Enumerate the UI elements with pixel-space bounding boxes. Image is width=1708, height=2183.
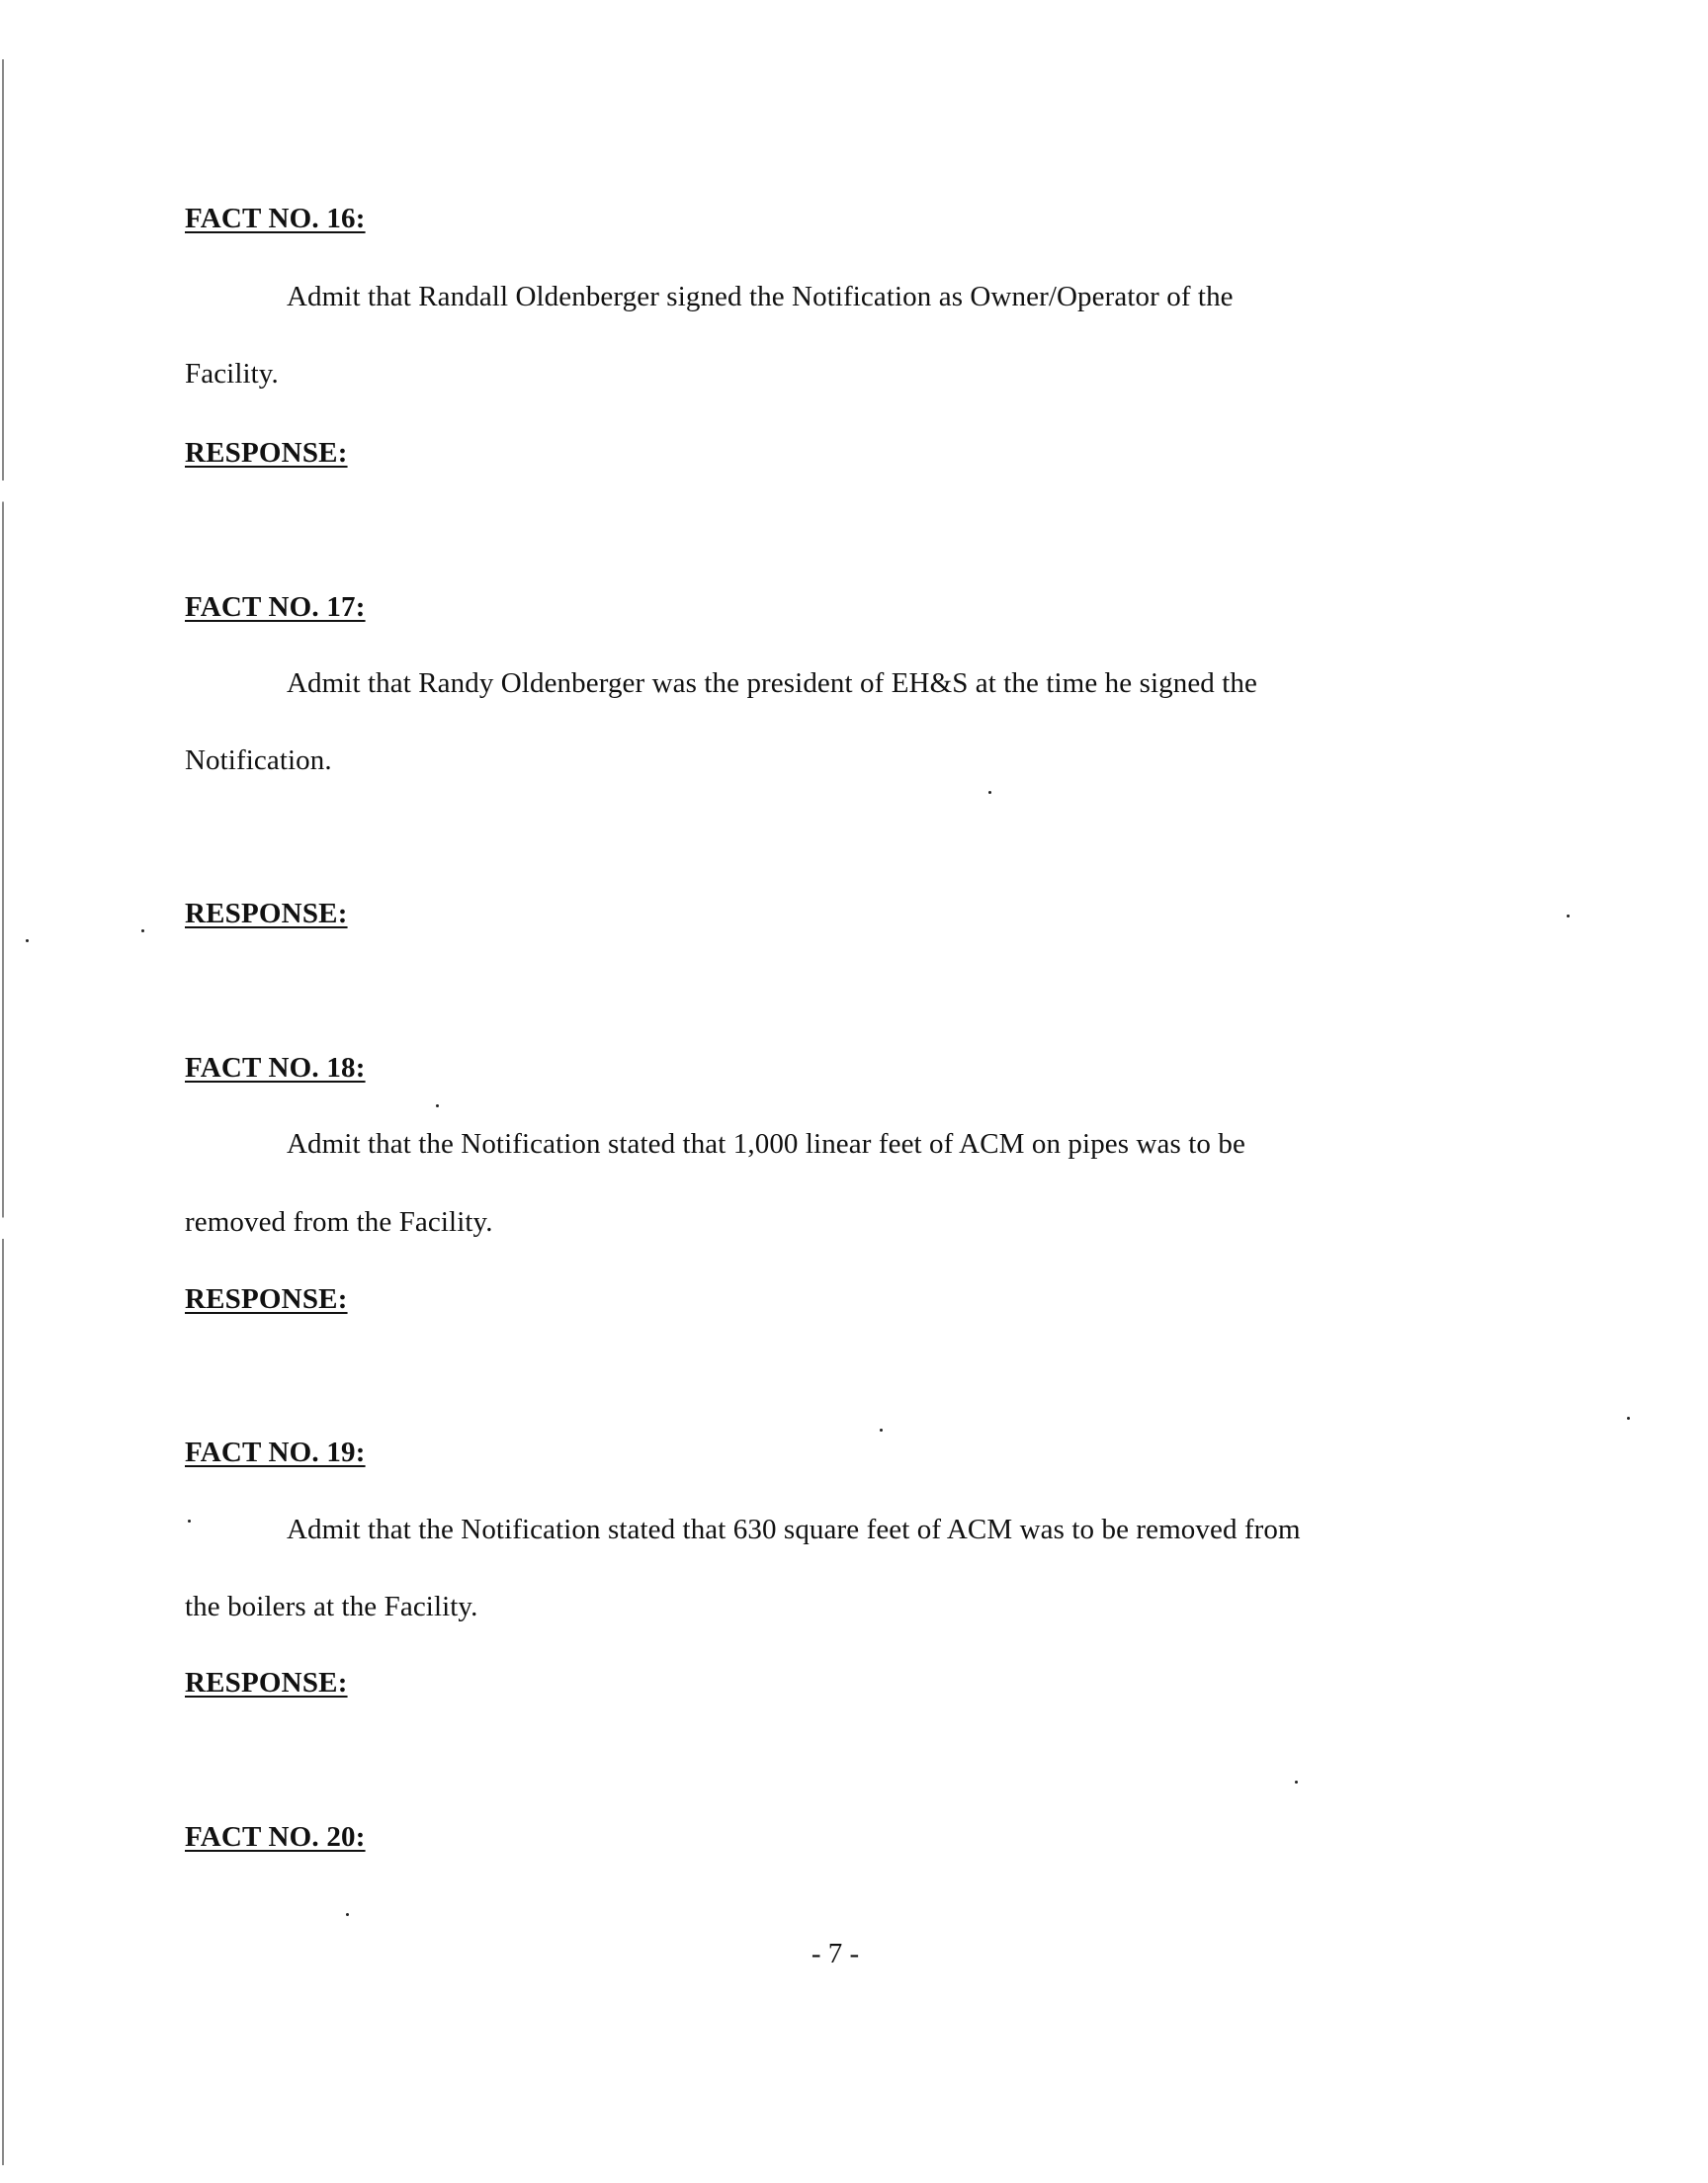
scan-speck [346,1913,349,1916]
page-number: - 7 - [811,1938,860,1969]
fact-18-text-line-1: Admit that the Notification stated that 1,000 linear feet of ACM on pipes was to be [287,1128,1245,1160]
fact-18-text-line-2: removed from the Facility. [185,1206,493,1238]
scan-speck [1567,915,1570,917]
fact-17-response-label: RESPONSE: [185,898,348,929]
fact-18-response-label: RESPONSE: [185,1283,348,1315]
scan-speck [188,1520,191,1523]
fact-16-response-label: RESPONSE: [185,437,348,469]
fact-19-text-line-1: Admit that the Notification stated that 630 square feet of ACM was to be removed from [287,1514,1301,1545]
fact-16-text-line-1: Admit that Randall Oldenberger signed the Notification as Owner/Operator of the [287,281,1234,312]
fact-19-text-line-2: the boilers at the Facility. [185,1591,478,1622]
scan-speck [1627,1417,1630,1420]
fact-19-heading: FACT NO. 19: [185,1437,366,1468]
fact-19-response-label: RESPONSE: [185,1667,348,1699]
scan-edge-line [2,59,4,2165]
fact-16-text-line-2: Facility. [185,358,279,390]
fact-16-heading: FACT NO. 16: [185,203,366,234]
fact-17-text-line-1: Admit that Randy Oldenberger was the president of EH&S at the time he signed the [287,667,1257,699]
scan-speck [436,1104,439,1107]
fact-20-heading: FACT NO. 20: [185,1821,366,1853]
scan-speck [988,791,991,794]
fact-18-heading: FACT NO. 18: [185,1052,366,1084]
scan-speck [26,939,29,942]
fact-17-text-line-2: Notification. [185,744,332,776]
scan-speck [1295,1781,1298,1784]
fact-17-heading: FACT NO. 17: [185,591,366,623]
scan-speck [880,1429,883,1432]
scan-speck [141,929,144,932]
